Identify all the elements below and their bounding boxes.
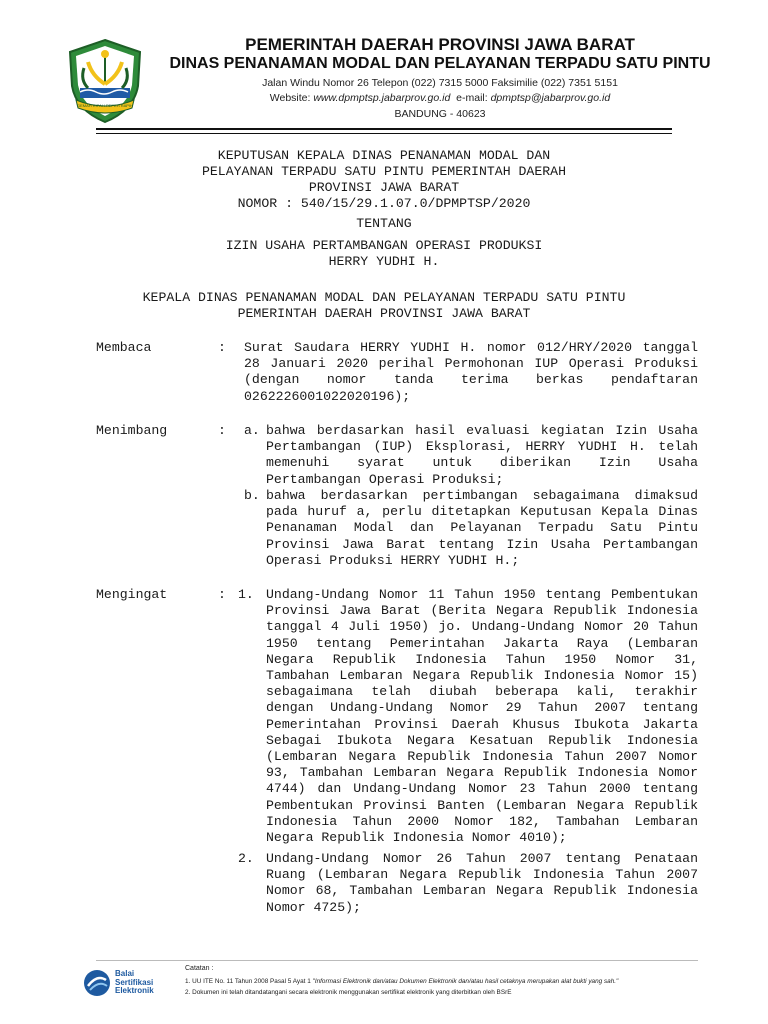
footer-note-2: 2. Dokumen ini telah ditandatangani secara elektronik menggunakan sertifikat elektronik yang diterbitkan oleh BSrE	[185, 989, 512, 996]
issuer-line1: KEPALA DINAS PENANAMAN MODAL DAN PELAYANAN TERPADU SATU PINTU	[142, 290, 626, 305]
mengingat-item-1: Undang-Undang Nomor 11 Tahun 1950 tentang Pembentukan Provinsi Jawa Barat (Berita Negara Republik Indonesia tanggal 4 Juli 1950) jo. Undang-Undang Nomor 20 Tahun 1950 tentang Pemerintahan Jakarta Raya (Lembaran Negara Republik Indonesia Tahun 1950 Nomor 31, Tambahan Lembaran Negara Republik Indonesia Nomor 15) sebagaimana telah diubah beberapa kali, terakhir dengan Undang-Undang Nomor 29 Tahun 2007 tentang Pemerintahan Provinsi Daerah Khusus Ibukota Jakarta Sebagai Ibukota Negara Kesatuan Republik Indonesia (Lembaran Negara Republik Indonesia Tahun 2007 Nomor 93, Tambahan Lembaran Negara Republik Indonesia Nomor 4744) dan Undang-Undang Nomor 23 Tahun 2000 tentang Pembentukan Provinsi Banten (Lembaran Negara Republik Indonesia Tahun 2000 Nomor 182, Tambahan Lembaran Negara Republik Indonesia Nomor 4010);	[266, 587, 698, 846]
bsre-logo-icon	[82, 968, 112, 998]
mengingat-marker-1: 1.	[238, 587, 254, 602]
bsre-label-line1: Balai	[115, 969, 135, 978]
email-link[interactable]: dpmptsp@jabarprov.go.id	[490, 92, 611, 104]
menimbang-marker-a: a.	[244, 423, 260, 438]
letterhead-agency: DINAS PENANAMAN MODAL DAN PELAYANAN TERPADU SATU PINTU	[169, 55, 711, 72]
letterhead-city: BANDUNG - 40623	[394, 108, 486, 120]
mengingat-colon: :	[218, 587, 226, 602]
footer-catatan: Catatan :	[185, 965, 214, 972]
menimbang-colon: :	[218, 423, 226, 438]
issuer-line2: PEMERINTAH DAERAH PROVINSI JAWA BARAT	[237, 306, 531, 321]
website-label: Website:	[269, 92, 314, 104]
mengingat-label: Mengingat	[96, 587, 168, 602]
email-label: e-mail:	[456, 92, 491, 104]
bsre-label-line2: Sertifikasi	[115, 977, 154, 987]
letterhead-address: Jalan Windu Nomor 26 Telepon (022) 7315 5000 Faksimilie (022) 7351 5151	[262, 77, 618, 89]
menimbang-item-a: bahwa berdasarkan hasil evaluasi kegiatan Izin Usaha Pertambangan (IUP) Eksplorasi, HERRY YUDHI H. telah memenuhi syarat untuk diberikan Izin Usaha Pertambangan Operasi Produksi;	[266, 423, 698, 487]
decree-tentang: TENTANG	[356, 216, 412, 231]
decree-subject-line2: HERRY YUDHI H.	[328, 254, 440, 269]
footer-note-1-prefix: 1. UU ITE No. 11 Tahun 2008 Pasal 5 Ayat 1	[185, 978, 313, 985]
footer-divider	[96, 960, 698, 961]
bsre-label-line3: Elektronik	[115, 986, 154, 996]
membaca-label: Membaca	[96, 340, 152, 355]
footer-note-1-quote: "Informasi Elektronik dan/atau Dokumen Elektronik dan/atau hasil cetaknya merupakan alat bukti yang sah."	[312, 978, 619, 985]
menimbang-item-b: bahwa berdasarkan pertimbangan sebagaimana dimaksud pada huruf a, perlu ditetapkan Keputusan Kepala Dinas Penanaman Modal dan Pelayanan Terpadu Satu Pintu Provinsi Jawa Barat tentang Izin Usaha Pertambangan Operasi Produksi HERRY YUDHI H.;	[266, 488, 698, 568]
mengingat-item-2: Undang-Undang Nomor 26 Tahun 2007 tentang Penataan Ruang (Lembaran Negara Republik Indonesia Tahun 2007 Nomor 68, Tambahan Lembaran Negara Republik Indonesia Nomor 4725);	[266, 851, 698, 915]
decree-title-line2: PELAYANAN TERPADU SATU PINTU PEMERINTAH DAERAH	[201, 164, 567, 179]
decree-subject-line1: IZIN USAHA PERTAMBANGAN OPERASI PRODUKSI	[225, 238, 543, 253]
decree-number: NOMOR : 540/15/29.1.07.0/DPMPTSP/2020	[237, 196, 531, 211]
membaca-colon: :	[218, 340, 226, 355]
bsre-label	[115, 970, 154, 996]
letterhead-rule-thin	[96, 133, 672, 134]
letterhead-government: PEMERINTAH DAERAH PROVINSI JAWA BARAT	[245, 35, 635, 54]
jabar-emblem-logo	[66, 38, 144, 124]
menimbang-marker-b: b.	[244, 488, 260, 503]
footer-note-1	[185, 978, 618, 985]
letterhead-rule-thick	[96, 128, 672, 130]
decree-title-line1: KEPUTUSAN KEPALA DINAS PENANAMAN MODAL DAN	[217, 148, 551, 163]
menimbang-label: Menimbang	[96, 423, 168, 438]
decree-title-line3: PROVINSI JAWA BARAT	[308, 180, 460, 195]
website-link[interactable]: www.dpmptsp.jabarprov.go.id	[313, 92, 451, 104]
letterhead-contact	[150, 92, 730, 104]
logo-motto-text: GEMAH RIPAH REPEH RAPIH	[77, 103, 133, 108]
mengingat-marker-2: 2.	[238, 851, 254, 866]
membaca-text: Surat Saudara HERRY YUDHI H. nomor 012/HRY/2020 tanggal 28 Januari 2020 perihal Permohonan IUP Operasi Produksi (dengan nomor tanda terima berkas pendaftaran 0262226001022020196);	[244, 340, 698, 404]
